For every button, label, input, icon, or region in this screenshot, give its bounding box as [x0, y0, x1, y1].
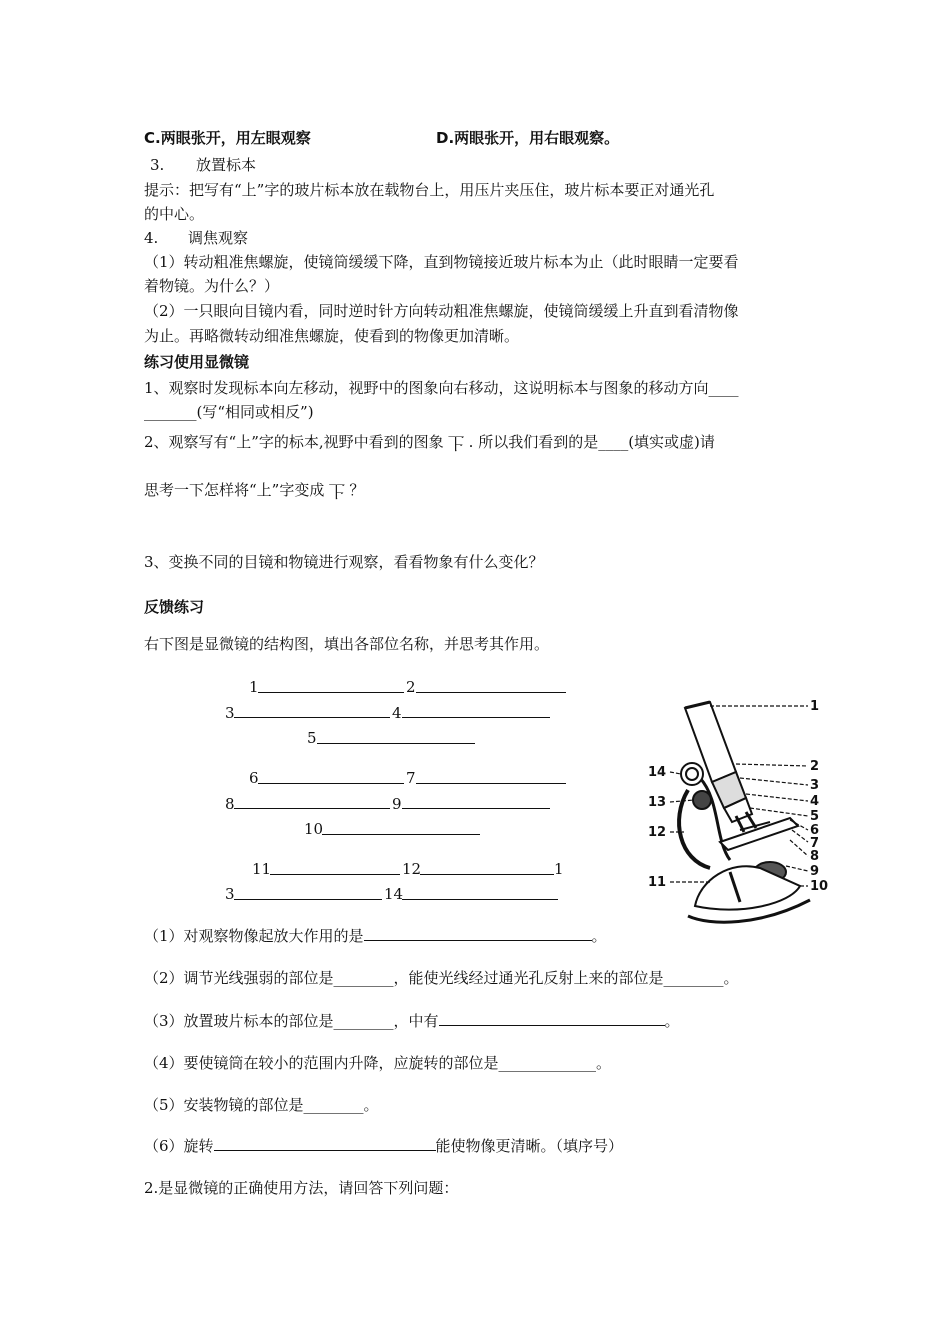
feedback-q1: [144, 926, 607, 946]
blank-label-5: 5: [307, 729, 317, 747]
diagram-label-6: 6: [810, 823, 820, 838]
option-d: D.两眼张开，用右眼观察。: [436, 129, 620, 147]
blank-line-9[interactable]: [402, 808, 550, 809]
step3-title: 放置标本: [196, 156, 257, 174]
q2-text-post: . 所以我们看到的是____(填实或虚)请: [468, 433, 715, 451]
feedback-q5: （5）安装物镜的部位是________。: [144, 1096, 379, 1114]
diagram-label-14: 14: [648, 765, 667, 780]
blank-line-8[interactable]: [234, 808, 390, 809]
diagram-label-9: 9: [810, 864, 820, 879]
q6-text-post: 能使物像更清晰。（填序号）: [435, 1137, 624, 1155]
q1-end: 。: [591, 927, 607, 945]
feedback-q4: （4）要使镜筒在较小的范围内升降，应旋转的部位是_____________。: [144, 1054, 612, 1072]
blank-label-12: 12: [402, 860, 422, 878]
blank-label-13: 1: [554, 860, 564, 878]
diagram-label-3: 3: [810, 778, 820, 793]
blank-line-3[interactable]: [234, 717, 390, 718]
blank-label-8: 8: [225, 795, 235, 813]
practice-q2-line2: [144, 480, 364, 500]
diagram-label-11: 11: [648, 875, 667, 890]
q6-text-pre: （6）旋转: [144, 1137, 214, 1155]
blank-label-7: 7: [406, 769, 416, 787]
practice-q2-line1: [144, 432, 715, 452]
blank-line-10[interactable]: [322, 834, 480, 835]
diagram-label-8: 8: [810, 849, 820, 864]
microscope-diagram: [640, 690, 840, 930]
feedback-intro: 右下图是显微镜的结构图，填出各部位名称，并思考其作用。: [144, 635, 550, 653]
blank-label-10: 10: [304, 820, 324, 838]
q3-answer-line[interactable]: [439, 1011, 665, 1026]
practice-q1-line1: 1、观察时发现标本向左移动，视野中的图象向右移动，这说明标本与图象的移动方向____: [144, 379, 739, 397]
feedback-q6: [144, 1136, 623, 1156]
inverted-glyph: 上: [447, 432, 465, 452]
step3-number: 3.: [150, 156, 165, 174]
step4-title: 调焦观察: [188, 229, 249, 247]
blank-line-5[interactable]: [317, 743, 475, 744]
blank-line-13[interactable]: [234, 899, 382, 900]
feedback-heading: 反馈练习: [144, 598, 205, 616]
diagram-label-1: 1: [810, 699, 820, 714]
feedback-q3: [144, 1011, 680, 1031]
blank-label-9: 9: [392, 795, 402, 813]
practice-q3: 3、变换不同的目镜和物镜进行观察，看看物象有什么变化？: [144, 553, 544, 571]
step4-number: 4.: [144, 229, 159, 247]
step3-hint-line1: 提示：把写有“上”字的玻片标本放在载物台上，用压片夹压住，玻片标本要正对通光孔: [144, 181, 715, 199]
diagram-label-4: 4: [810, 794, 820, 809]
option-c: C.两眼张开，用左眼观察: [144, 129, 311, 147]
blank-label-13b: 3: [225, 885, 235, 903]
diagram-label-5: 5: [810, 809, 820, 824]
blank-label-3: 3: [225, 704, 235, 722]
blank-line-14[interactable]: [402, 899, 558, 900]
step4-p2-line2: 为止。再略微转动细准焦螺旋，使看到的物像更加清晰。: [144, 327, 520, 345]
blank-label-2: 2: [406, 678, 416, 696]
step4-p1-line1: （1）转动粗准焦螺旋，使镜筒缓缓下降，直到物镜接近玻片标本为止（此时眼睛一定要看: [144, 253, 739, 271]
q6-answer-line[interactable]: [214, 1136, 436, 1151]
feedback-q2: （2）调节光线强弱的部位是________，能使光线经过通光孔反射上来的部位是________。: [144, 969, 739, 987]
q3-end: 。: [664, 1012, 680, 1030]
blank-line-11[interactable]: [270, 874, 400, 875]
blank-label-11: 11: [252, 860, 272, 878]
q2b-text-post: ？: [349, 481, 365, 499]
blank-line-7[interactable]: [416, 783, 566, 784]
diagram-label-2: 2: [810, 759, 820, 774]
practice-q1-line2: _______(写“相同或相反”): [144, 403, 314, 421]
step4-p1-line2: 着物镜。为什么？）: [144, 277, 280, 295]
q3-text: （3）放置玻片标本的部位是________，中有: [144, 1012, 439, 1030]
step3-hint-line2: 的中心。: [144, 205, 205, 223]
blank-line-6[interactable]: [258, 783, 404, 784]
q2-text-pre: 2、观察写有“上”字的标本,视野中看到的图象: [144, 433, 444, 451]
blank-label-4: 4: [392, 704, 402, 722]
q1-answer-line[interactable]: [364, 926, 592, 941]
blank-label-6: 6: [249, 769, 259, 787]
blank-label-1: 1: [249, 678, 259, 696]
q1-text: （1）对观察物像起放大作用的是: [144, 927, 364, 945]
inverted-glyph-2: 上: [328, 480, 346, 500]
diagram-label-7: 7: [810, 836, 820, 851]
blank-line-4[interactable]: [402, 717, 550, 718]
diagram-label-12: 12: [648, 825, 667, 840]
diagram-label-13: 13: [648, 795, 667, 810]
practice-heading: 练习使用显微镜: [144, 353, 250, 371]
blank-line-2[interactable]: [416, 692, 566, 693]
blank-line-1[interactable]: [258, 692, 404, 693]
blank-line-12[interactable]: [420, 874, 554, 875]
blank-label-14: 14: [384, 885, 404, 903]
question-2-intro: 2.是显微镜的正确使用方法，请回答下列问题：: [144, 1179, 459, 1197]
diagram-label-10: 10: [810, 879, 829, 894]
q2b-text-pre: 思考一下怎样将“上”字变成: [144, 481, 325, 499]
step4-p2-line1: （2）一只眼向目镜内看，同时逆时针方向转动粗准焦螺旋，使镜筒缓缓上升直到看清物像: [144, 302, 739, 320]
